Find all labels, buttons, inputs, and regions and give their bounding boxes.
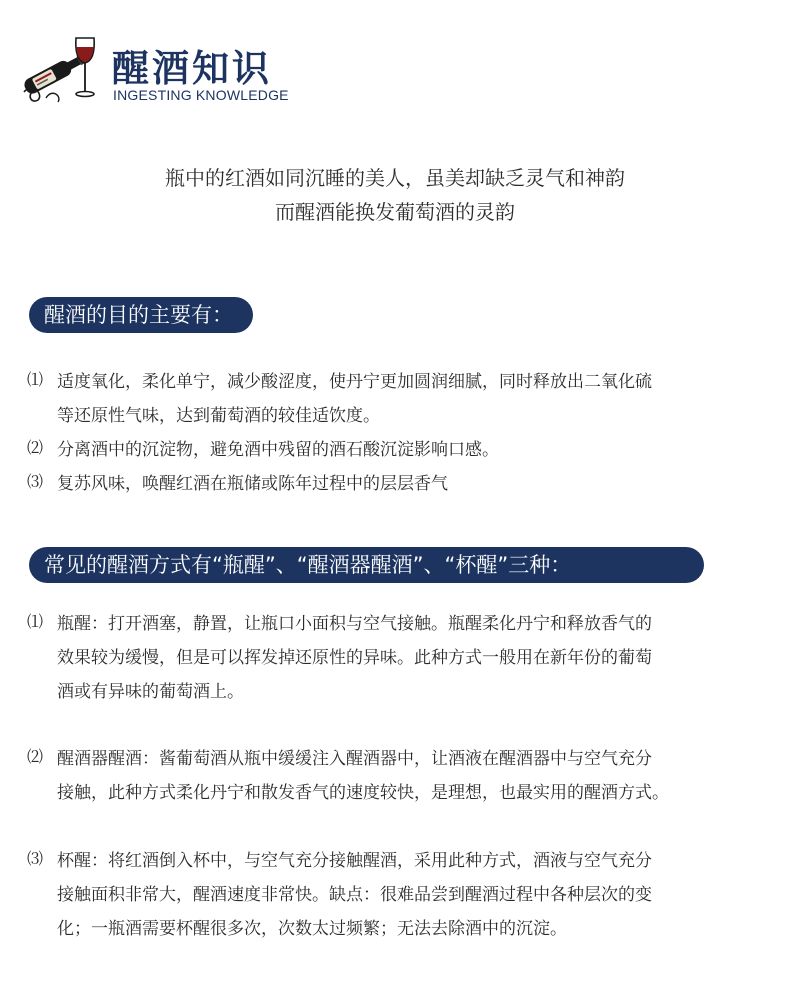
page-title: 醒酒知识 (112, 47, 272, 90)
item-text: 醒酒器醒酒：酱葡萄酒从瓶中缓缓注入醒酒器中，让酒液在醒酒器中与空气充分 (57, 749, 652, 769)
header (18, 34, 418, 114)
item-text: 接触，此种方式柔化丹宁和散发香气的速度较快，是理想，也最实用的醒酒方式。 (57, 783, 669, 803)
item-number: ⑵ (27, 747, 44, 766)
item-text: 瓶醒：打开酒塞，静置，让瓶口小面积与空气接触。瓶醒柔化丹宁和释放香气的 (57, 614, 652, 634)
item-number: ⑴ (27, 370, 44, 389)
item-text: 接触面积非常大，醒酒速度非常快。缺点：很难品尝到醒酒过程中各种层次的变 (57, 885, 652, 905)
item-text: 杯醒：将红酒倒入杯中，与空气充分接触醒酒，采用此种方式，酒液与空气充分 (57, 851, 652, 871)
intro-line-1: 瓶中的红酒如同沉睡的美人，虽美却缺乏灵气和神韵 (165, 166, 625, 190)
item-text: 化；一瓶酒需要杯醒很多次，次数太过频繁；无法去除酒中的沉淀。 (57, 919, 567, 939)
page-subtitle: INGESTING KNOWLEDGE (113, 87, 289, 103)
item-number: ⑵ (27, 438, 44, 457)
wine-glass-bottle-icon (18, 34, 98, 104)
item-text: 等还原性气味，达到葡萄酒的较佳适饮度。 (57, 406, 380, 426)
item-text: 适度氧化，柔化单宁，减少酸涩度，使丹宁更加圆润细腻，同时释放出二氧化硫 (57, 372, 652, 392)
item-text: 效果较为缓慢，但是可以挥发掉还原性的异味。此种方式一般用在新年份的葡萄 (57, 648, 652, 668)
item-number: ⑴ (27, 612, 44, 631)
section-heading-purpose: 醒酒的目的主要有： (29, 297, 253, 333)
item-text: 复苏风味，唤醒红酒在瓶储或陈年过程中的层层香气 (57, 474, 448, 494)
section-heading-methods: 常见的醒酒方式有“瓶醒”、“醒酒器醒酒”、“杯醒”三种： (29, 547, 704, 583)
item-number: ⑶ (27, 849, 44, 868)
item-number: ⑶ (27, 472, 44, 491)
item-text: 分离酒中的沉淀物，避免酒中残留的酒石酸沉淀影响口感。 (57, 440, 499, 460)
item-text: 酒或有异味的葡萄酒上。 (57, 682, 244, 702)
intro-line-2: 而醒酒能换发葡萄酒的灵韵 (275, 200, 515, 224)
